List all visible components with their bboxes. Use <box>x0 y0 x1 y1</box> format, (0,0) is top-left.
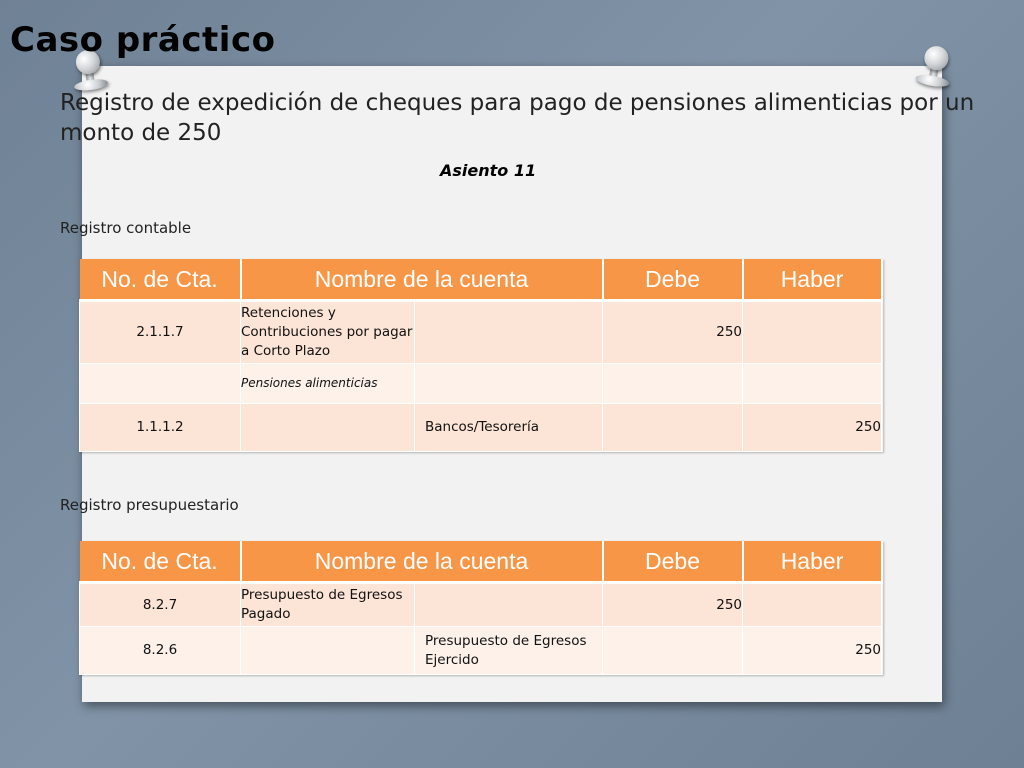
ledger-table-presupuestario <box>79 541 883 675</box>
slide-subtitle: Registro de expedición de cheques para pago de pensiones alimenticias por un monto de 250 <box>60 90 975 146</box>
account-number-cell <box>80 364 241 404</box>
pushpin-icon <box>915 43 955 88</box>
header-account-number: No. de Cta. <box>80 259 241 301</box>
credit-cell <box>743 301 882 364</box>
account-subname-cell <box>415 583 603 627</box>
table-header-row <box>80 541 882 583</box>
header-account-number: No. de Cta. <box>80 541 241 583</box>
debit-cell: 250 <box>603 301 743 364</box>
account-name-cell <box>241 627 415 675</box>
account-name-cell <box>241 404 415 452</box>
account-subname-cell <box>415 301 603 364</box>
account-note-cell: Pensiones alimenticias <box>241 364 415 404</box>
account-number-cell: 1.1.1.2 <box>80 404 241 452</box>
table-header-row <box>80 259 882 301</box>
header-account-name: Nombre de la cuenta <box>241 541 603 583</box>
account-subname-cell: Presupuesto de Egresos Ejercido <box>415 627 603 675</box>
debit-cell <box>603 364 743 404</box>
credit-cell: 250 <box>743 627 882 675</box>
slide-title: Caso práctico <box>10 20 276 60</box>
header-account-name: Nombre de la cuenta <box>241 259 603 301</box>
header-credit: Haber <box>743 259 882 301</box>
table-row <box>80 301 882 364</box>
credit-cell <box>743 364 882 404</box>
debit-cell: 250 <box>603 583 743 627</box>
table-row <box>80 583 882 627</box>
account-subname-cell <box>415 364 603 404</box>
credit-cell: 250 <box>743 404 882 452</box>
entry-number: Asiento 11 <box>440 161 537 180</box>
account-number-cell: 2.1.1.7 <box>80 301 241 364</box>
section-label-presupuestario: Registro presupuestario <box>60 496 239 514</box>
account-number-cell: 8.2.6 <box>80 627 241 675</box>
account-subname-cell: Bancos/Tesorería <box>415 404 603 452</box>
table-row <box>80 364 882 404</box>
account-number-cell: 8.2.7 <box>80 583 241 627</box>
table-row <box>80 627 882 675</box>
debit-cell <box>603 404 743 452</box>
section-label-contable: Registro contable <box>60 219 192 237</box>
header-debit: Debe <box>603 541 743 583</box>
ledger-table-contable <box>79 259 883 452</box>
header-debit: Debe <box>603 259 743 301</box>
account-name-cell: Presupuesto de Egresos Pagado <box>241 583 415 627</box>
debit-cell <box>603 627 743 675</box>
credit-cell <box>743 583 882 627</box>
account-name-cell: Retenciones y Contribuciones por pagar a Corto Plazo <box>241 301 415 364</box>
header-credit: Haber <box>743 541 882 583</box>
table-row <box>80 404 882 452</box>
